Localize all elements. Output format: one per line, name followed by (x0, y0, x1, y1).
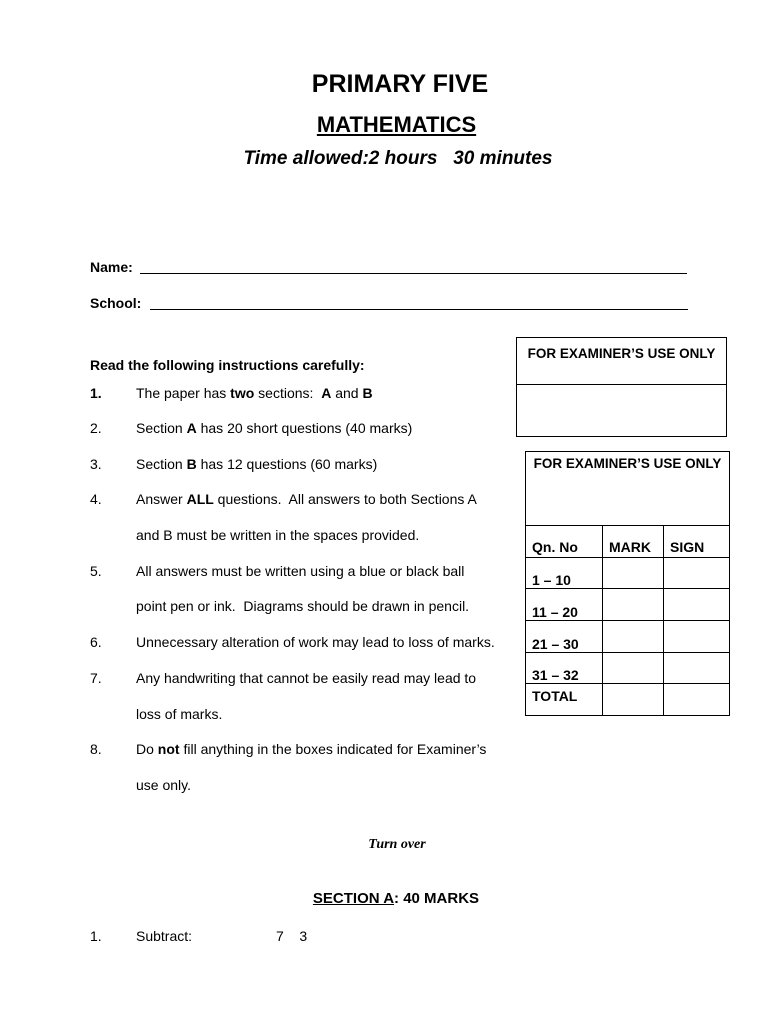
question-digits: 7 3 (276, 928, 308, 944)
instruction-text: Answer ALL questions. All answers to both Sections A (136, 491, 477, 507)
examiner-mark-area[interactable] (517, 385, 726, 435)
page-title: PRIMARY FIVE (311, 70, 489, 98)
section-label: SECTION A (312, 890, 395, 907)
mark-cell[interactable] (603, 684, 664, 716)
sign-cell[interactable] (664, 589, 730, 621)
row-label: 11 – 20 (526, 589, 603, 621)
question-text: Subtract: (136, 928, 193, 944)
section-marks: : 40 MARKS (394, 890, 480, 907)
instruction-text: use only. (136, 777, 191, 793)
instruction-text: Any handwriting that cannot be easily read may lead to (136, 670, 477, 686)
row-label: TOTAL (526, 684, 603, 716)
instruction-number: 1. (90, 385, 102, 401)
section-heading (0, 890, 770, 907)
mark-cell[interactable] (603, 653, 664, 684)
row-label: 1 – 10 (526, 558, 603, 589)
instruction-number: 4. (90, 491, 102, 507)
mark-cell[interactable] (603, 621, 664, 653)
table-row (526, 589, 730, 621)
instruction-text: The paper has two sections: A and B (136, 385, 373, 401)
table-row (526, 558, 730, 589)
turn-over-note: Turn over (368, 837, 426, 852)
instructions-heading: Read the following instructions carefully: (90, 357, 365, 373)
instruction-text: point pen or ink. Diagrams should be drawn in pencil. (136, 598, 470, 614)
name-field[interactable] (140, 273, 687, 274)
mark-cell[interactable] (603, 589, 664, 621)
row-label: 21 – 30 (526, 621, 603, 653)
instruction-text: Do not fill anything in the boxes indicated for Examiner’s (136, 741, 487, 757)
instruction-text: loss of marks. (136, 706, 223, 722)
table-row (526, 653, 730, 684)
instruction-text: and B must be written in the spaces provided. (136, 527, 420, 543)
instruction-number: 3. (90, 456, 102, 472)
column-header-mark: MARK (603, 526, 664, 558)
name-label: Name: (90, 259, 133, 275)
examiner-marks-table (525, 451, 730, 716)
examiner-box-small (516, 337, 727, 437)
column-header-sign: SIGN (664, 526, 730, 558)
time-allowed: Time allowed:2 hours 30 minutes (243, 148, 553, 169)
instruction-number: 6. (90, 634, 102, 650)
instruction-text: Section B has 12 questions (60 marks) (136, 456, 378, 472)
instruction-text: All answers must be written using a blue or black ball (136, 563, 465, 579)
instruction-number: 8. (90, 741, 102, 757)
instruction-number: 7. (90, 670, 102, 686)
sign-cell[interactable] (664, 621, 730, 653)
sign-cell[interactable] (664, 558, 730, 589)
instruction-text: Section A has 20 short questions (40 marks) (136, 420, 413, 436)
school-field[interactable] (150, 309, 688, 310)
examiner-box-heading: FOR EXAMINER’S USE ONLY (517, 338, 726, 385)
examiner-table-heading: FOR EXAMINER’S USE ONLY (526, 452, 730, 526)
mark-cell[interactable] (603, 558, 664, 589)
sign-cell[interactable] (664, 653, 730, 684)
table-row (526, 684, 730, 716)
school-label: School: (90, 295, 142, 311)
question-number: 1. (90, 928, 102, 944)
instruction-number: 2. (90, 420, 102, 436)
instruction-number: 5. (90, 563, 102, 579)
sign-cell[interactable] (664, 684, 730, 716)
subject-title: MATHEMATICS (316, 112, 477, 137)
column-header-qn-no: Qn. No (526, 526, 603, 558)
row-label: 31 – 32 (526, 653, 603, 684)
instruction-text: Unnecessary alteration of work may lead to loss of marks. (136, 634, 495, 650)
table-row (526, 621, 730, 653)
